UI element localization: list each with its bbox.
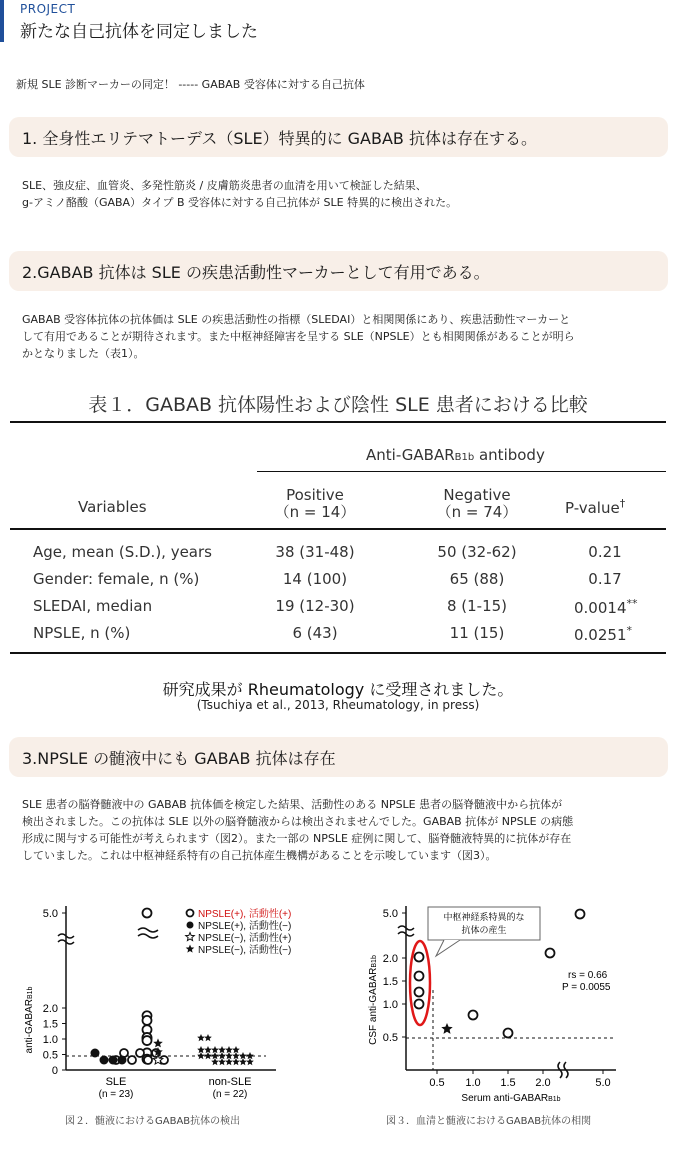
figure-3-chart — [340, 890, 676, 1120]
annotation-line: 中枢神経系特異的な — [443, 912, 525, 922]
stat-rs: rs = 0.66 — [568, 970, 608, 981]
open-circle-point — [415, 1000, 424, 1009]
y-tick-label: 1.0 — [42, 1034, 58, 1046]
open-circle-point — [144, 1056, 152, 1064]
annotation-line: 抗体の産生 — [461, 925, 507, 935]
y-tick-label: 0 — [51, 1065, 58, 1077]
cell-variable: Gender: female, n (%) — [33, 570, 200, 588]
open-circle-point — [136, 1049, 144, 1057]
x-category-n: (n = 23) — [98, 1089, 134, 1100]
filled-star-point — [218, 1058, 226, 1065]
section-1-heading: 1. 全身性エリテマトーデス（SLE）特異的に GABAB 抗体は存在する。 — [9, 117, 668, 157]
cell-positive: 6 (43) — [292, 624, 338, 642]
cell-negative: 11 (15) — [449, 624, 505, 642]
y-tick-label: 1.0 — [382, 999, 398, 1011]
section-3-line: 形成に関与する可能性が考えられます（図2）。また一部の NPSLE 症例に関して、脳脊髄液特異的に抗体が存在 — [22, 832, 572, 845]
x-category-n: (n = 22) — [212, 1089, 248, 1100]
filled-star-point — [186, 945, 195, 953]
y-axis-label-sub: B1b — [27, 986, 34, 999]
open-circle-point — [415, 953, 424, 962]
cell-positive: 38 (31-48) — [275, 543, 355, 561]
x-tick-label: 1.0 — [465, 1077, 481, 1089]
section-3-line: 検出されました。この抗体は SLE 以外の脳脊髄液からは検出されませんでした。GABAB 抗体が NPSLE の病態 — [22, 815, 574, 828]
table-header-rule — [10, 528, 666, 530]
data-break-icon — [138, 928, 158, 938]
filled-star-point — [239, 1058, 247, 1065]
intro-text: 新規 SLE 診断マーカーの同定！ ----- GABAB 受容体に対する自己抗体 — [16, 78, 365, 91]
y-tick-label: 5.0 — [382, 908, 398, 920]
section-1-line: SLE、強皮症、血管炎、多発性筋炎 / 皮膚筋炎患者の血清を用いて検証した結果、 — [22, 179, 427, 192]
open-circle-point — [128, 1056, 136, 1064]
x-axis-label-sub: B1b — [548, 1096, 561, 1103]
section-2-line: GABAB 受容体抗体の抗体価は SLE の疾患活動性の指標（SLEDAI）と相関関係にあり、疾患活動性マーカーと — [22, 313, 571, 326]
y-tick-label: 1.5 — [382, 976, 398, 988]
filled-star-point — [204, 1052, 212, 1059]
cell-variable: SLEDAI, median — [33, 597, 153, 615]
table-group-rule — [257, 471, 666, 472]
y-axis-label-sub: B1b — [371, 955, 378, 968]
col-negative: Negative （n = 74） — [436, 486, 518, 521]
acceptance-note: 研究成果が Rheumatology に受理されました。 — [162, 680, 514, 699]
open-circle-point — [469, 1011, 478, 1020]
y-tick-label: 1.5 — [42, 1018, 58, 1031]
y-axis-label: CSF anti-GABARB1b — [368, 955, 379, 1045]
y-tick-label: 2.0 — [42, 1003, 58, 1015]
filled-star-point — [225, 1058, 233, 1065]
open-circle-point — [546, 949, 555, 958]
cell-negative: 65 (88) — [449, 570, 505, 588]
filled-circle-point — [187, 922, 194, 929]
table-title: 表１．GABAB 抗体陽性および陰性 SLE 患者における比較 — [88, 394, 588, 416]
col-positive: Positive （n = 14） — [274, 486, 356, 521]
section-2-line: かとなりました（表1）。 — [22, 347, 145, 360]
open-circle-point — [143, 1016, 152, 1025]
figure-3-caption: 図３．血清と髄液におけるGABAB抗体の相関 — [386, 1116, 592, 1127]
cell-positive: 19 (12-30) — [275, 597, 355, 615]
filled-star-point — [246, 1058, 254, 1065]
table-row — [0, 624, 676, 651]
cell-negative: 8 (1-15) — [446, 597, 508, 615]
table-row — [0, 597, 676, 624]
table-bottom-rule — [10, 652, 666, 654]
cell-variable: Age, mean (S.D.), years — [33, 543, 212, 561]
x-tick-label: 5.0 — [595, 1077, 611, 1089]
legend-entry: NPSLE(+), 活動性(−) — [198, 921, 292, 932]
open-circle-point — [576, 910, 585, 919]
cell-p-value: 0.0014** — [574, 597, 638, 617]
filled-star-point — [441, 1023, 452, 1034]
figure-2-caption: 図２．髄液におけるGABAB抗体の検出 — [65, 1116, 241, 1127]
project-label: PROJECT — [20, 2, 76, 16]
filled-star-point — [153, 1038, 163, 1047]
section-2-heading: 2.GABAB 抗体は SLE の疾患活動性マーカーとして有用である。 — [9, 251, 668, 291]
section-1-line: g-アミノ酪酸（GABA）タイプ B 受容体に対する自己抗体が SLE 特異的に検出された。 — [22, 196, 458, 209]
section-3-line: SLE 患者の脳脊髄液中の GABAB 抗体価を検定した結果、活動性のある NPSLE 患者の脳脊髄液中から抗体が — [22, 798, 563, 811]
open-circle-point — [504, 1029, 513, 1038]
table-row — [0, 570, 676, 597]
cell-positive: 14 (100) — [282, 570, 348, 588]
y-tick-label: 5.0 — [42, 908, 58, 920]
legend-entry: NPSLE(−), 活動性(−) — [198, 945, 292, 956]
cell-variable: NPSLE, n (%) — [33, 624, 131, 642]
open-circle-point — [143, 1036, 152, 1045]
section-1-body — [22, 177, 652, 211]
table-top-rule — [10, 421, 666, 423]
filled-star-point — [211, 1058, 219, 1065]
open-circle-point — [415, 972, 424, 981]
y-tick-label: 0.5 — [382, 1032, 398, 1044]
y-tick-label: 0.5 — [42, 1049, 58, 1062]
open-star-point — [186, 933, 195, 941]
filled-circle-point — [91, 1049, 100, 1058]
cell-p-value: 0.21 — [588, 543, 622, 561]
section-3-heading: 3.NPSLE の髄液中にも GABAB 抗体は存在 — [9, 737, 668, 777]
x-category-label: SLE — [105, 1076, 127, 1088]
filled-circle-point — [109, 1056, 118, 1065]
table-group-header: Anti-GABARB1b antibody — [366, 446, 545, 464]
filled-star-point — [197, 1052, 205, 1059]
x-tick-label: 0.5 — [429, 1077, 445, 1089]
page-title: 新たな自己抗体を同定しました — [20, 22, 258, 42]
filled-star-point — [204, 1034, 212, 1041]
section-3-line: していました。これは中枢神経系特有の自己抗体産生機構があることを示唆しています（図3）。 — [22, 849, 497, 862]
y-tick-label: 2.0 — [382, 953, 398, 965]
filled-star-point — [232, 1058, 240, 1065]
stat-p: P = 0.0055 — [562, 982, 611, 993]
filled-circle-point — [100, 1056, 109, 1065]
figure-2-chart — [0, 890, 330, 1120]
cell-p-value: 0.17 — [588, 570, 622, 588]
y-axis-label: anti-GABARB1b — [24, 986, 35, 1054]
x-axis-label: Serum anti-GABARB1b — [461, 1093, 561, 1104]
open-circle-point — [187, 910, 194, 917]
annotation-pointer — [436, 940, 460, 956]
x-category-label: non-SLE — [208, 1076, 252, 1088]
table-row — [0, 543, 676, 570]
legend-entry: NPSLE(+), 活動性(+) — [198, 909, 292, 920]
citation: (Tsuchiya et al., 2013, Rheumatology, in press) — [196, 698, 480, 712]
legend-entry: NPSLE(−), 活動性(+) — [198, 933, 292, 944]
open-circle-point — [415, 988, 424, 997]
x-tick-label: 1.5 — [500, 1077, 516, 1089]
cell-p-value: 0.0251* — [574, 624, 632, 644]
section-2-line: して有用であることが期待されます。また中枢神経障害を呈する SLE（NPSLE）とも相関関係があることが明ら — [22, 330, 575, 343]
cell-negative: 50 (32-62) — [437, 543, 517, 561]
section-2-body — [22, 311, 652, 362]
filled-circle-point — [118, 1056, 127, 1065]
col-variables: Variables — [78, 498, 147, 516]
section-3-body — [22, 796, 652, 864]
x-tick-label: 2.0 — [535, 1077, 551, 1089]
filled-star-point — [197, 1034, 205, 1041]
open-circle-point — [143, 909, 152, 918]
header-accent-bar — [0, 0, 4, 42]
col-p-value: P-value† — [565, 497, 626, 517]
